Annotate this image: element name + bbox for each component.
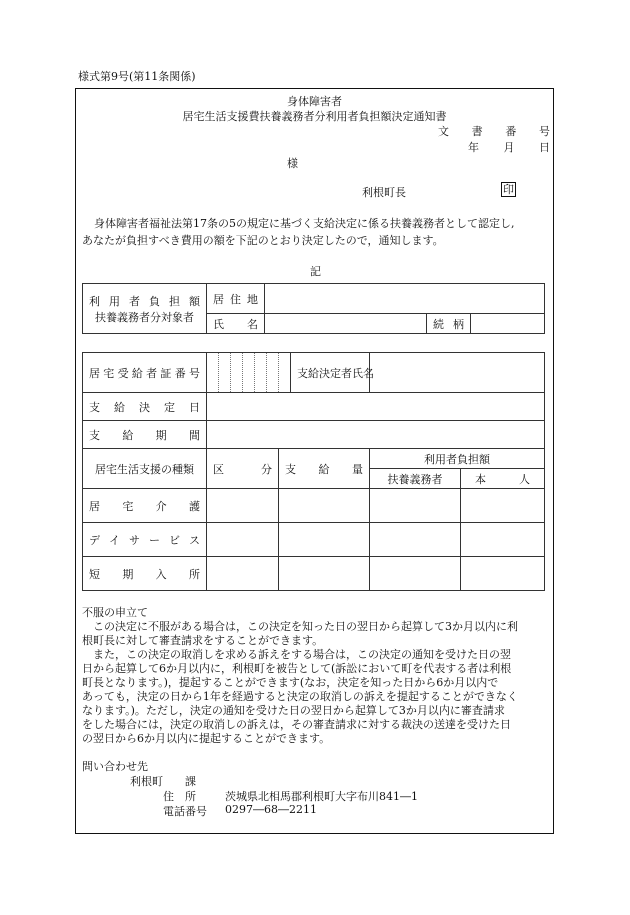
guardian-label-cell: 扶養義務者 bbox=[370, 469, 461, 489]
relation-value-cell[interactable] bbox=[471, 314, 545, 334]
appeal-p2-line-6: をした場合には，決定の取消しの訴えは，その審査請求に対する裁決の送達を受けた日 bbox=[82, 718, 511, 731]
appeal-p2-line-1: また，この決定の取消しを求める訴えをする場合は，この決定の通知を受けた日の翌 bbox=[93, 648, 511, 661]
intro-line-1: 身体障害者福祉法第17条の5の規定に基づく支給決定に係る扶養義務者として認定し, bbox=[94, 217, 515, 230]
row-short-stay-guardian[interactable] bbox=[370, 557, 461, 591]
contact-dept: 利根町 課 bbox=[130, 775, 196, 788]
category-label-cell: 区 分 bbox=[207, 449, 279, 489]
self-label-cell: 本 人 bbox=[461, 469, 545, 489]
row-label-home-care: 居 宅 介 護 bbox=[83, 489, 207, 523]
seal-mark: 印 bbox=[503, 183, 514, 196]
cert-digit-3[interactable] bbox=[231, 353, 243, 393]
main-table bbox=[82, 352, 545, 591]
service-type-label-cell: 居宅生活支援の種類 bbox=[83, 449, 207, 489]
period-label-cell: 支 給 期 間 bbox=[83, 421, 207, 449]
contact-address-value: 茨城県北相馬郡利根町大字布川841―1 bbox=[225, 790, 418, 803]
appeal-p2-line-3: 町長となります。)，提起することができます(なお，決定を知った日から6か月以内で bbox=[82, 676, 499, 689]
addressee-suffix: 様 bbox=[287, 157, 298, 170]
decision-name-label-cell: 支 給 決 定 者 氏 名 bbox=[291, 353, 370, 393]
title-line-2: 居宅生活支援費扶養義務者分利用者負担額決定通知書 bbox=[182, 110, 447, 123]
row-day-service-category[interactable] bbox=[207, 523, 279, 557]
row-label-short-stay: 短 期 入 所 bbox=[83, 557, 207, 591]
target-label-cell bbox=[83, 284, 207, 334]
period-value-cell[interactable] bbox=[207, 421, 545, 449]
appeal-p2-line-7: の翌日から6か月以内に提起することができます。 bbox=[82, 732, 331, 745]
row-day-service-guardian[interactable] bbox=[370, 523, 461, 557]
address-value-cell[interactable] bbox=[265, 284, 545, 314]
appeal-p2-line-4: あっても，決定の日から1年を経過すると決定の取消しの訴えを提起することができなく bbox=[82, 690, 518, 703]
appeal-p1-line-1: この決定に不服がある場合は，この決定を知った日の翌日から起算して3か月以内に利 bbox=[93, 620, 518, 633]
address-label-cell: 居 住 地 bbox=[207, 284, 265, 314]
title-line-1: 身体障害者 bbox=[287, 95, 342, 108]
burden-label-cell: 利用者負担額 bbox=[370, 449, 545, 469]
row-home-care-amount[interactable] bbox=[279, 489, 370, 523]
name-label-cell: 氏 名 bbox=[207, 314, 265, 334]
cert-number-label-cell: 居 宅 受 給 者 証 番 号 bbox=[83, 353, 207, 393]
name-value-cell[interactable] bbox=[265, 314, 427, 334]
decision-name-value-cell[interactable] bbox=[370, 353, 545, 393]
contact-phone-value: 0297―68―2211 bbox=[225, 803, 317, 816]
target-table bbox=[82, 283, 545, 334]
row-short-stay-category[interactable] bbox=[207, 557, 279, 591]
appeal-p1-line-2: 根町長に対して審査請求をすることができます。 bbox=[82, 634, 324, 647]
issuer-name: 利根町長 bbox=[362, 186, 406, 199]
cert-digit-2[interactable] bbox=[219, 353, 231, 393]
row-label-day-service: デ イ サ ー ビ ス bbox=[83, 523, 207, 557]
amount-label-cell: 支 給 量 bbox=[279, 449, 370, 489]
row-day-service-self[interactable] bbox=[461, 523, 545, 557]
row-home-care-self[interactable] bbox=[461, 489, 545, 523]
date-label: 年 月 日 bbox=[468, 141, 550, 154]
contact-address-label: 住 所 bbox=[163, 790, 196, 803]
target-label-line-1: 利 用 者 負 担 額 bbox=[89, 294, 200, 308]
row-short-stay-amount[interactable] bbox=[279, 557, 370, 591]
row-short-stay-self[interactable] bbox=[461, 557, 545, 591]
cert-digit-1[interactable] bbox=[207, 353, 219, 393]
row-home-care-category[interactable] bbox=[207, 489, 279, 523]
ki-heading: 記 bbox=[310, 265, 321, 278]
target-label-line-2: 扶養義務者分対象者 bbox=[95, 310, 194, 324]
contact-phone-label: 電話番号 bbox=[163, 805, 207, 818]
appeal-p2-line-2: 日から起算して6か月以内に，利根町を被告として(訴訟において町を代表する者は利根 bbox=[82, 662, 512, 675]
cert-digit-4[interactable] bbox=[243, 353, 255, 393]
intro-line-2: あなたが負担すべき費用の額を下記のとおり決定したので，通知します。 bbox=[82, 234, 444, 247]
cert-digit-5[interactable] bbox=[255, 353, 267, 393]
relation-label-cell: 続 柄 bbox=[427, 314, 471, 334]
form-number-label: 様式第9号(第11条関係) bbox=[78, 70, 196, 83]
appeal-p2-line-5: なります。)。ただし，決定の通知を受けた日の翌日から起算して3か月以内に審査請求 bbox=[82, 704, 505, 717]
cert-digit-6[interactable] bbox=[267, 353, 279, 393]
decision-date-value-cell[interactable] bbox=[207, 393, 545, 421]
decision-date-label-cell: 支 給 決 定 日 bbox=[83, 393, 207, 421]
appeal-heading: 不服の申立て bbox=[82, 606, 148, 619]
contact-heading: 問い合わせ先 bbox=[82, 760, 148, 773]
cert-digit-7[interactable] bbox=[279, 353, 291, 393]
row-home-care-guardian[interactable] bbox=[370, 489, 461, 523]
row-day-service-amount[interactable] bbox=[279, 523, 370, 557]
doc-number-label: 文 書 番 号 bbox=[438, 125, 550, 138]
